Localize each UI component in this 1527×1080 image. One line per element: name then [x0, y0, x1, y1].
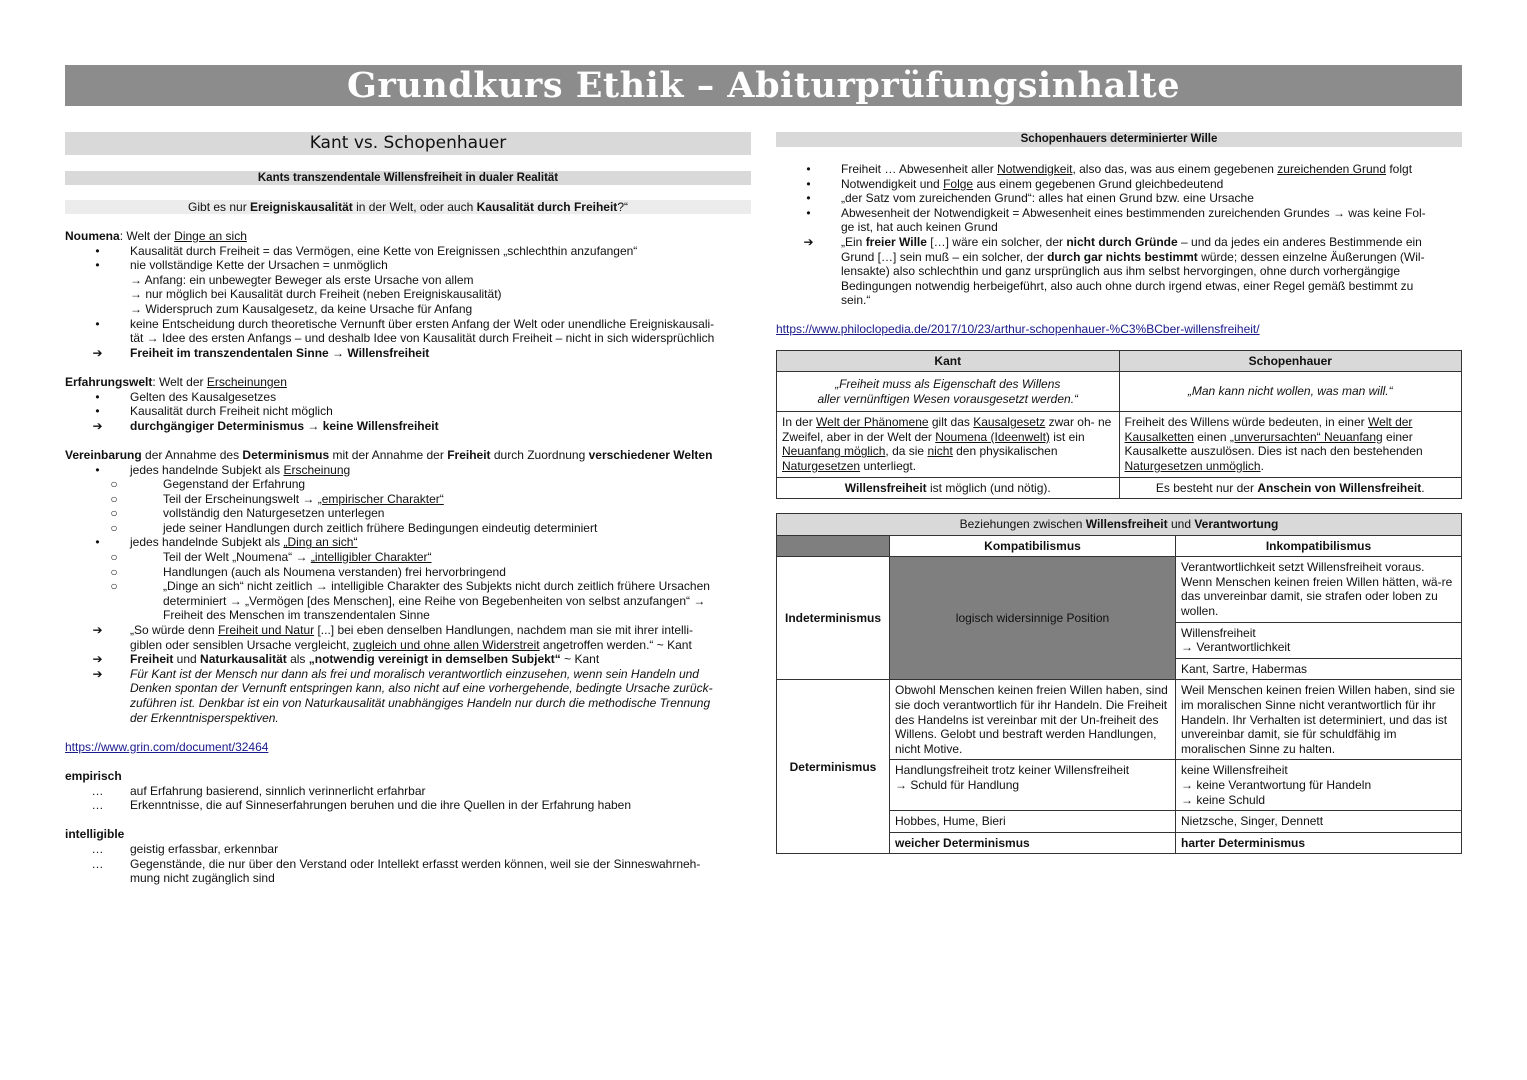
page-title: Grundkurs Ethik – Abiturprüfungsinhalte [65, 65, 1462, 106]
arrow-icon: ➔ [92, 418, 103, 433]
freedom-responsibility-table [776, 513, 1462, 854]
circle-marker: ○ [110, 579, 118, 594]
kant-quote: „Freiheit muss als Eigenschaft des Willens aller vernünftigen Wesen vorausgesetzt werden.“ [777, 372, 1120, 412]
schopenhauer-quote: „Man kann nicht wollen, was man will.“ [1119, 372, 1462, 412]
arrow-icon: ➔ [92, 652, 103, 667]
bullet-marker: • [95, 243, 100, 258]
circle-marker: ○ [110, 506, 118, 521]
bullet-marker: • [95, 389, 100, 404]
arrow-icon: ➔ [92, 623, 103, 638]
grin-link[interactable]: https://www.grin.com/document/32464 [65, 739, 269, 754]
bullet-marker: • [806, 205, 811, 220]
dots-marker: … [91, 783, 104, 798]
section-title-schopenhauer: Schopenhauers determinierter Wille [776, 132, 1462, 147]
schopenhauer-bullets: • Freiheit … Abwesenheit aller Notwendigkeit, also das, was aus einem gegebenen zureichenden Grund folgt • Notwendigkeit und Folge aus einem gegebenen Grund gleichbedeutend • „der Satz vom zureichenden Grund“: alles hat einen Grund bzw. eine Ursache • Abwesenheit der Notwendigkeit = Abwesenheit eines bestimmenden zureichenden Grundes → was keine Fol- ge ist, hat auch keinen Grund ➔ „Ein freier Wille […] wäre ein solcher, der nicht durch Gründe – und da jedes ein anderes Bestimmende ein Grund […] sein muß – ein solcher, der durch gar nichts bestimmt würde; dessen einzelne Äußerungen (Wil- lensakte) also schlechthin und ganz ursprünglich aus ihm selbst hervorgingen, ohne durch vorhergängige Bedingungen notwendig herbeigeführt, also auch ohne durch irgend etwas, einer Regel gemäß bestimmt zu sein.“ [776, 162, 1462, 308]
row-determinismus: Determinismus [777, 680, 890, 854]
indeterminism-incompatibilism-formula: Willensfreiheit → Verantwortlichkeit [1176, 622, 1462, 658]
dots-marker: … [91, 856, 104, 871]
bullet-marker: • [806, 162, 811, 176]
table-caption: Beziehungen zwischen Willensfreiheit und Verantwortung [777, 514, 1462, 536]
left-column [65, 132, 751, 886]
indeterminism-compatibilism-cell: logisch widersinnige Position [890, 557, 1176, 680]
arrow-icon: ➔ [803, 234, 814, 249]
corner-cell [777, 535, 890, 557]
erfahrungswelt-block: Erfahrungswelt: Welt der Erscheinungen • Gelten des Kausalgesetzes • Kausalität durch Freiheit nicht möglich ➔ durchgängiger Determinismus → keine Willensfreiheit [65, 374, 439, 433]
empirisch-definition: empirisch … auf Erfahrung basierend, sinnlich verinnerlicht erfahrbar … Erkenntnisse, die auf Sinneserfahrungen beruhen und die ihre Quellen in der Erfahrung haben [65, 768, 632, 813]
circle-marker: ○ [110, 477, 118, 492]
header-inkompatibilismus: Inkompatibilismus [1176, 535, 1462, 557]
schopenhauer-conclusion: Es besteht nur der Anschein von Willensfreiheit. [1119, 477, 1462, 499]
circle-marker: ○ [110, 550, 118, 565]
intelligibel-definition: intelligible … geistig erfassbar, erkennbar … Gegenstände, die nur über den Verstand oder Intellekt erfasst werden können, weil sie der Sinneswahrneh- mung nicht zugänglich sind [65, 827, 701, 886]
kant-schopenhauer-table [776, 350, 1462, 500]
dots-marker: … [91, 798, 104, 813]
bullet-marker: • [95, 404, 100, 419]
header-kompatibilismus: Kompatibilismus [890, 535, 1176, 557]
bullet-marker: • [95, 258, 100, 273]
section-title-kant-vs-schopenhauer: Kant vs. Schopenhauer [65, 132, 751, 155]
table-header-schopenhauer: Schopenhauer [1119, 350, 1462, 372]
arrow-icon: ➔ [92, 345, 103, 360]
arrow-icon: ➔ [92, 666, 103, 681]
kant-explanation: In der Welt der Phänomene gilt das Kausalgesetz zwar oh- ne Zweifel, aber in der Welt der Noumena (Ideenwelt) ist ein Neuanfang möglich, da sie nicht den physikalischen Naturgesetzen unterliegt. [777, 412, 1120, 477]
determinism-compatibilism-formula: Handlungsfreiheit trotz keiner Willensfreiheit → Schuld für Handlung [890, 760, 1176, 811]
indeterminism-incompatibilism-text: Verantwortlichkeit setzt Willensfreiheit voraus. Wenn Menschen keinen freien Willen hätten, wä-re das unvereinbar damit, sie strafen oder loben zu wollen. [1176, 557, 1462, 622]
determinism-incompatibilism-formula: keine Willensfreiheit → keine Verantwortung für Handeln → keine Schuld [1176, 760, 1462, 811]
row-indeterminismus: Indeterminismus [777, 557, 890, 680]
circle-marker: ○ [110, 564, 118, 579]
bullet-marker: • [95, 316, 100, 331]
table-header-kant: Kant [777, 350, 1120, 372]
determinism-compatibilism-text: Obwohl Menschen keinen freien Willen haben, sind sie doch verantwortlich für ihr Handeln. Die Freiheit des Handelns ist vereinbar mit der Un-freiheit des Willens. Gelobt und bestraft werden Handlungen, nicht Motive. [890, 680, 1176, 760]
bullet-marker: • [806, 191, 811, 206]
bullet-marker: • [806, 176, 811, 191]
circle-marker: ○ [110, 491, 118, 506]
determinism-incompatibilism-text: Weil Menschen keinen freien Willen haben, sind sie im moralischen Sinne nicht verantwortlich für ihr Handeln. Ihr Verhalten ist determiniert, und das ist unvereinbar damit, sie für schuldfähig im moralischen Sinne zu halten. [1176, 680, 1462, 760]
soft-determinism-label: weicher Determinismus [890, 832, 1176, 854]
determinism-incompatibilism-names: Nietzsche, Singer, Dennett [1176, 811, 1462, 833]
hard-determinism-label: harter Determinismus [1176, 832, 1462, 854]
kant-conclusion: Willensfreiheit ist möglich (und nötig). [777, 477, 1120, 499]
subsection-title-kant: Kants transzendentale Willensfreiheit in dualer Realität [65, 171, 751, 185]
bullet-marker: • [95, 462, 100, 477]
guiding-question: Gibt es nur Ereigniskausalität in der Welt, oder auch Kausalität durch Freiheit?“ [65, 200, 751, 214]
vereinbarung-block: Vereinbarung der Annahme des Determinismus mit der Annahme der Freiheit durch Zuordnung verschiedener Welten • jedes handelnde Subjekt als Erscheinung ○ Gegenstand der Erfahrung ○ Teil der Erscheinungswelt → „empirischer Charakter“ ○ vollständig den Naturgesetzen unterlegen ○ jede seiner Handlungen durch zeitlich frühere Bedingungen eindeutig determiniert • jedes handelnde Subjekt als „Ding an sich“ ○ Teil der Welt „Noumena“ → „intelligibler Charakter“ ○ Handlungen (auch als Noumena verstanden) frei hervorbringend ○ „Dinge an sich“ nicht zeitlich → intelligible Charakter des Subjekts nicht durch zeitlich frühere Ursachen determiniert → „Vermögen [des Menschen], eine Reihe von Begebenheiten von selbst anzufangen“ → Freiheit des Menschen im transzendentalen Sinne ➔ „So würde denn Freiheit und Natur [...] bei eben denselben Handlungen, nachdem man sie mit ihrer intelli- giblen oder sensiblen Ursache vergleicht, zugleich und ohne allen Widerstreit angetroffen werden.“ ~ Kant ➔ Freiheit und Naturkausalität als „notwendig vereinigt in demselben Subjekt“ ~ Kant ➔ Für Kant ist der Mensch nur dann als frei und moralisch verantwortlich einzusehen, wenn sein Handeln und Denken spontan der Vernunft entspringen kann, also nicht auf eine vorhergehende, bedingte Ursache zurück- zuführen ist. Denkbar ist ein von Naturkausalität unabhängiges Handeln nur durch die methodische Trennung der Erkenntnisperspektiven. [65, 447, 713, 725]
determinism-compatibilism-names: Hobbes, Hume, Bieri [890, 811, 1176, 833]
philoclopedia-link[interactable]: https://www.philoclopedia.de/2017/10/23/arthur-schopenhauer-%C3%BCber-willensfreiheit/ [776, 321, 1260, 336]
dots-marker: … [91, 841, 104, 856]
indeterminism-incompatibilism-names: Kant, Sartre, Habermas [1176, 658, 1462, 680]
bullet-marker: • [95, 535, 100, 550]
circle-marker: ○ [110, 520, 118, 535]
right-column [776, 132, 1462, 854]
schopenhauer-explanation: Freiheit des Willens würde bedeuten, in einer Welt der Kausalketten einen „unverursachten“ Neuanfang einer Kausalkette auszulösen. Dies ist nach den bestehenden Naturgesetzen unmöglich. [1119, 412, 1462, 477]
noumena-block: Noumena: Welt der Dinge an sich • Kausalität durch Freiheit = das Vermögen, eine Kette von Ereignissen „schlechthin anzufangen“ • nie vollständige Kette der Ursachen = unmöglich → Anfang: ein unbewegter Beweger als erste Ursache von allem → nur möglich bei Kausalität durch Freiheit (neben Ereigniskausalität) → Widerspruch zum Kausalgesetz, da keine Ursache für Anfang • keine Entscheidung durch theoretische Vernunft über ersten Anfang der Welt oder unendliche Ereigniskausali- tät → Idee des ersten Anfangs – und deshalb Idee von Kausalität durch Freiheit – nicht in sich widersprüchlich ➔ Freiheit im transzendentalen Sinne → Willensfreiheit [65, 229, 715, 360]
